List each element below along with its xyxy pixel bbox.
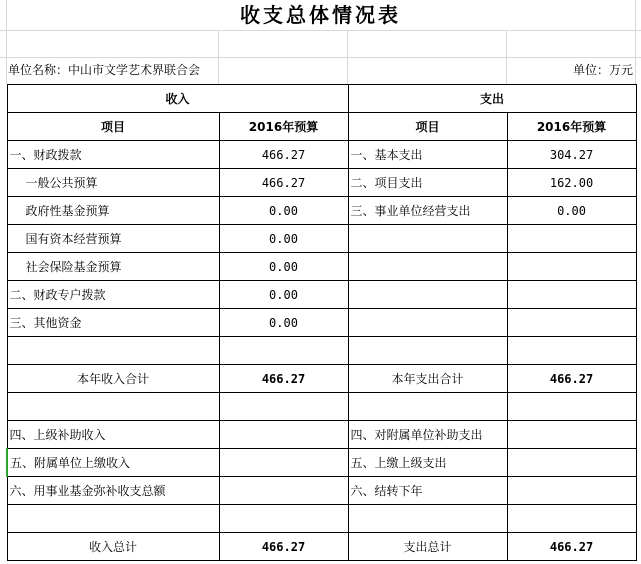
- table-row: [7, 253, 636, 281]
- expense-value-cell[interactable]: 304.27: [507, 141, 636, 169]
- expense-value-cell[interactable]: 0.00: [507, 197, 636, 225]
- income-item-cell[interactable]: 社会保险基金预算: [7, 253, 219, 281]
- unit-name-label: 单位名称：中山市文学艺术界联合会: [8, 63, 201, 77]
- income-value-cell[interactable]: 0.00: [219, 197, 348, 225]
- expense-value-cell[interactable]: [507, 477, 636, 505]
- income-item-cell[interactable]: 一、财政拨款: [7, 141, 219, 169]
- income-value-cell[interactable]: 0.00: [219, 281, 348, 309]
- table-row: [7, 169, 636, 197]
- income-item-cell[interactable]: 国有资本经营预算: [7, 225, 219, 253]
- expense-item-cell[interactable]: 五、上缴上级支出: [348, 449, 507, 477]
- grid-line: [0, 30, 641, 31]
- income-value-cell[interactable]: [219, 477, 348, 505]
- income-total-label[interactable]: 收入总计: [7, 533, 219, 561]
- income-item-cell[interactable]: 六、用事业基金弥补收支总额: [7, 477, 219, 505]
- income-value-cell[interactable]: 0.00: [219, 309, 348, 337]
- expense-value-cell[interactable]: [507, 337, 636, 365]
- expense-item-cell[interactable]: 一、基本支出: [348, 141, 507, 169]
- expense-item-cell[interactable]: [348, 281, 507, 309]
- income-value-cell[interactable]: [219, 393, 348, 421]
- budget-table: [6, 84, 637, 561]
- income-subtotal-value[interactable]: 466.27: [219, 365, 348, 393]
- expense-total-label[interactable]: 支出总计: [348, 533, 507, 561]
- income-item-cell[interactable]: [7, 505, 219, 533]
- table-row: [7, 309, 636, 337]
- column-header-row: [7, 113, 636, 141]
- table-row: [7, 225, 636, 253]
- income-value-cell[interactable]: 466.27: [219, 141, 348, 169]
- expense-section-header[interactable]: 支出: [348, 85, 636, 113]
- table-row: [7, 449, 636, 477]
- expense-item-cell[interactable]: [348, 505, 507, 533]
- table-row: [7, 477, 636, 505]
- expense-item-cell[interactable]: 四、对附属单位补助支出: [348, 421, 507, 449]
- income-item-header[interactable]: 项目: [7, 113, 219, 141]
- income-value-cell[interactable]: [219, 505, 348, 533]
- income-item-cell[interactable]: [7, 337, 219, 365]
- section-header-row: [7, 85, 636, 113]
- expense-item-cell[interactable]: 三、事业单位经营支出: [348, 197, 507, 225]
- table-row: [7, 421, 636, 449]
- income-item-cell[interactable]: 三、其他资金: [7, 309, 219, 337]
- table-row: [7, 281, 636, 309]
- expense-item-cell[interactable]: [348, 253, 507, 281]
- expense-item-cell[interactable]: 六、结转下年: [348, 477, 507, 505]
- expense-item-cell[interactable]: [348, 225, 507, 253]
- expense-value-cell[interactable]: [507, 505, 636, 533]
- income-total-value[interactable]: 466.27: [219, 533, 348, 561]
- expense-value-cell[interactable]: [507, 393, 636, 421]
- expense-value-cell[interactable]: 162.00: [507, 169, 636, 197]
- expense-total-value[interactable]: 466.27: [507, 533, 636, 561]
- expense-item-cell[interactable]: [348, 337, 507, 365]
- expense-item-header[interactable]: 项目: [348, 113, 507, 141]
- expense-subtotal-label[interactable]: 本年支出合计: [348, 365, 507, 393]
- income-item-cell[interactable]: 一般公共预算: [7, 169, 219, 197]
- expense-value-cell[interactable]: [507, 281, 636, 309]
- table-row: [7, 197, 636, 225]
- income-value-cell[interactable]: [219, 449, 348, 477]
- grand-total-row: [7, 533, 636, 561]
- income-value-cell[interactable]: 466.27: [219, 169, 348, 197]
- expense-item-cell[interactable]: [348, 393, 507, 421]
- income-item-cell[interactable]: 五、附属单位上缴收入: [7, 449, 219, 477]
- income-value-cell[interactable]: 0.00: [219, 253, 348, 281]
- income-value-cell[interactable]: [219, 421, 348, 449]
- unit-label: 单位：万元: [572, 63, 633, 77]
- table-row: [7, 393, 636, 421]
- subtotal-row: [7, 365, 636, 393]
- income-item-cell[interactable]: 政府性基金预算: [7, 197, 219, 225]
- expense-value-cell[interactable]: [507, 309, 636, 337]
- expense-item-cell[interactable]: [348, 309, 507, 337]
- expense-item-cell[interactable]: 二、项目支出: [348, 169, 507, 197]
- table-row: [7, 337, 636, 365]
- table-row: [7, 141, 636, 169]
- income-value-cell[interactable]: [219, 337, 348, 365]
- table-row: [7, 505, 636, 533]
- expense-value-cell[interactable]: [507, 421, 636, 449]
- expense-budget-header[interactable]: 2016年预算: [507, 113, 636, 141]
- report-title: 收支总体情况表: [240, 3, 401, 27]
- income-item-cell[interactable]: 二、财政专户拨款: [7, 281, 219, 309]
- income-value-cell[interactable]: 0.00: [219, 225, 348, 253]
- income-section-header[interactable]: 收入: [7, 85, 348, 113]
- income-budget-header[interactable]: 2016年预算: [219, 113, 348, 141]
- expense-value-cell[interactable]: [507, 253, 636, 281]
- income-item-cell[interactable]: [7, 393, 219, 421]
- income-subtotal-label[interactable]: 本年收入合计: [7, 365, 219, 393]
- income-item-cell[interactable]: 四、上级补助收入: [7, 421, 219, 449]
- expense-subtotal-value[interactable]: 466.27: [507, 365, 636, 393]
- expense-value-cell[interactable]: [507, 449, 636, 477]
- expense-value-cell[interactable]: [507, 225, 636, 253]
